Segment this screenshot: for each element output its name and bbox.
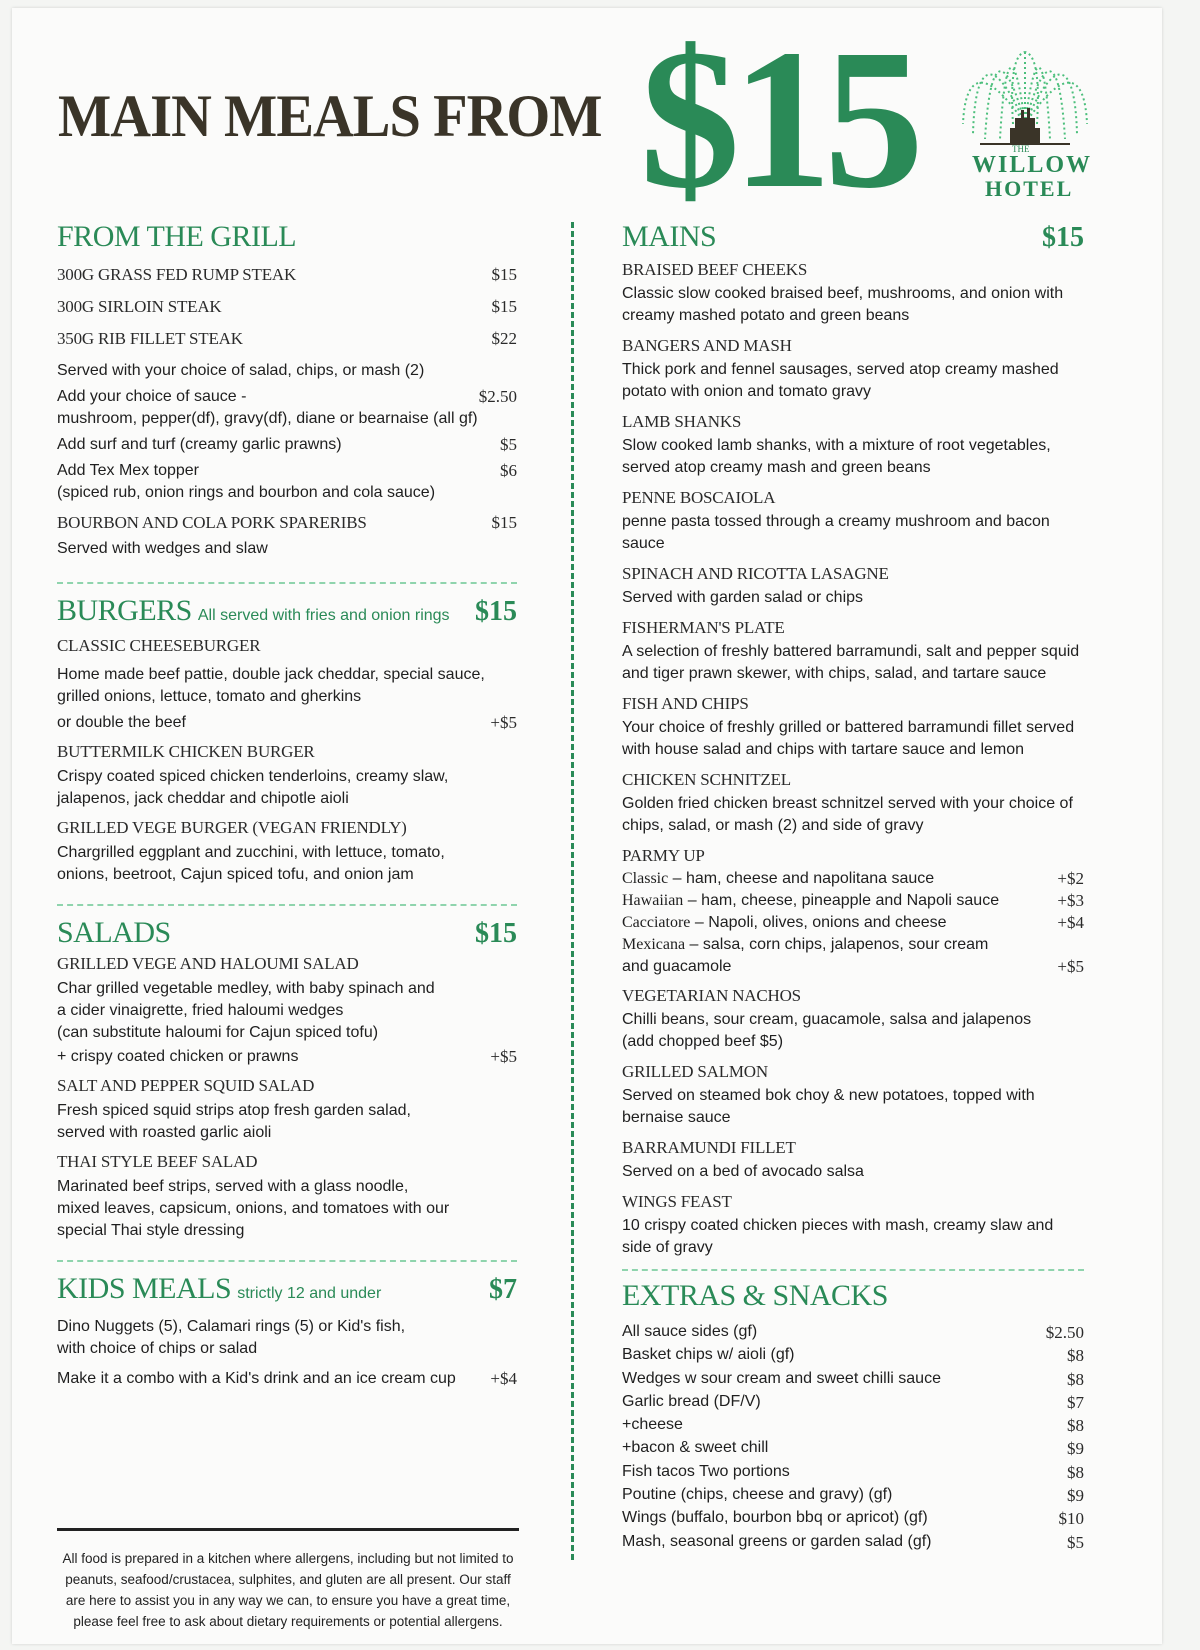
mains-price: $15: [1042, 222, 1084, 253]
section-divider: [57, 904, 517, 906]
kids-price: $7: [489, 1274, 517, 1305]
extra-name: Wings (buffalo, bourbon bbq or apricot) (gf): [622, 1509, 928, 1527]
extra-price: $8: [1067, 1462, 1084, 1482]
item-desc: Chargrilled eggplant and zucchini, with lettuce, tomato,: [57, 844, 445, 861]
extra-name: All sauce sides (gf): [622, 1323, 758, 1340]
item-name: SPINACH AND RICOTTA LASAGNE: [622, 564, 889, 583]
item-desc: jalapenos, jack cheddar and chipotle aioli: [57, 790, 349, 807]
item-desc: Chilli beans, sour cream, guacamole, salsa and jalapenos: [622, 1011, 1032, 1028]
item-desc: Your choice of freshly grilled or battered barramundi fillet served: [622, 719, 1075, 736]
item-desc: Char grilled vegetable medley, with baby spinach and: [57, 980, 435, 997]
grill-title: FROM THE GRILL: [57, 220, 297, 253]
parmy-desc: – Napoli, olives, onions and cheese: [690, 914, 947, 931]
item-price: $15: [491, 513, 517, 532]
sauce-options: mushroom, pepper(df), gravy(df), diane or bearnaise (all gf): [57, 410, 478, 427]
item-desc: Crispy coated spiced chicken tenderloins, creamy slaw,: [57, 768, 449, 785]
extra-item: [622, 1414, 1084, 1437]
addon-label: + crispy coated chicken or prawns: [57, 1048, 299, 1065]
extra-price: $8: [1067, 1369, 1084, 1389]
item-price: $15: [491, 265, 517, 284]
right-column: [622, 220, 1084, 1554]
item-name: GRILLED VEGE AND HALOUMI SALAD: [57, 954, 359, 973]
burgers-subtitle: All served with fries and onion rings: [197, 607, 450, 624]
parmy-price: +$2: [1057, 869, 1084, 888]
item-desc: onions, beetroot, Cajun spiced tofu, and onion jam: [57, 866, 414, 883]
extra-item: [622, 1344, 1084, 1367]
item-name: GRILLED SALMON: [622, 1062, 768, 1081]
parmy-style: Mexicana: [622, 936, 686, 953]
main-item: [622, 618, 1084, 685]
extra-price: $5: [1067, 1532, 1084, 1552]
item-desc: creamy mashed potato and green beans: [622, 307, 910, 324]
item-name: LAMB SHANKS: [622, 412, 742, 431]
item-desc: Served with garden salad or chips: [622, 589, 864, 606]
left-column: [57, 220, 517, 1390]
extra-price: $9: [1067, 1439, 1084, 1459]
item-name: FISH AND CHIPS: [622, 694, 749, 713]
double-label: or double the beef: [57, 714, 186, 731]
headline-price: $15: [640, 9, 916, 230]
item-desc: with house salad and chips with tartare sauce and lemon: [622, 741, 1025, 758]
item-desc: Fresh spiced squid strips atop fresh garden salad,: [57, 1102, 411, 1119]
menu-item: [57, 296, 517, 318]
item-name: WINGS FEAST: [622, 1192, 732, 1211]
main-item: [622, 694, 1084, 761]
parmy-style: Cacciatore: [622, 914, 691, 931]
surf-price: $5: [500, 435, 517, 454]
menu-item: [57, 328, 517, 350]
parmy-style: Classic: [622, 870, 669, 887]
extra-price: $8: [1067, 1346, 1084, 1366]
combo-price: +$4: [490, 1369, 517, 1388]
extra-price: $9: [1067, 1486, 1084, 1506]
item-desc: bernaise sauce: [622, 1109, 731, 1126]
logo-the-text: THE: [1012, 144, 1030, 154]
surf-label: Add surf and turf (creamy garlic prawns): [57, 436, 342, 453]
item-name: BANGERS AND MASH: [622, 336, 792, 355]
parmy-option: [622, 868, 1084, 890]
main-item: [622, 488, 1084, 555]
item-desc: 10 crispy coated chicken pieces with mash, creamy slaw and: [622, 1217, 1054, 1234]
extra-name: Poutine (chips, cheese and gravy) (gf): [622, 1486, 893, 1504]
item-desc: side of gravy: [622, 1239, 713, 1256]
item-desc: grilled onions, lettuce, tomato and gherkins: [57, 688, 362, 705]
extra-price: $7: [1067, 1392, 1084, 1412]
burgers-price: $15: [475, 596, 517, 627]
parmy-desc: and guacamole: [622, 958, 732, 975]
salads-price: $15: [475, 918, 517, 949]
extra-item: [622, 1507, 1084, 1530]
extras-list: [622, 1321, 1084, 1554]
salad-addon: [57, 1046, 517, 1068]
grill-header: [57, 220, 517, 254]
texmex-label: Add Tex Mex topper: [57, 462, 200, 479]
main-item: [622, 564, 1084, 609]
item-desc: served with roasted garlic aioli: [57, 1124, 272, 1141]
combo-label: Make it a combo with a Kid's drink and an ice cream cup: [57, 1370, 456, 1387]
sauce-label: Add your choice of sauce -: [57, 388, 247, 405]
extra-item: [622, 1484, 1084, 1507]
parmy-option-text: [622, 868, 934, 890]
mains-header: [622, 220, 1084, 254]
item-desc: and tiger prawn skewer, with chips, salad, and tartare sauce: [622, 665, 1047, 682]
item-name: 300G GRASS FED RUMP STEAK: [57, 265, 297, 284]
extra-item: [622, 1461, 1084, 1484]
double-price: +$5: [490, 713, 517, 732]
logo-line-1: WILLOW: [972, 152, 1093, 178]
kids-subtitle: strictly 12 and under: [237, 1285, 382, 1302]
item-price: $15: [491, 297, 517, 316]
extra-item: [622, 1368, 1084, 1391]
item-desc: Home made beef pattie, double jack cheddar, special sauce,: [57, 666, 485, 683]
menu-item: [57, 512, 517, 534]
mains-list: [622, 260, 1084, 837]
texmex-desc: (spiced rub, onion rings and bourbon and cola sauce): [57, 484, 436, 501]
parmy-option: [622, 890, 1084, 912]
grill-served-note: Served with your choice of salad, chips, or mash (2): [57, 362, 425, 379]
item-name: BARRAMUNDI FILLET: [622, 1138, 796, 1157]
extra-price: $8: [1067, 1416, 1084, 1436]
parmy-option-text: [622, 890, 999, 912]
item-desc: a cider vinaigrette, fried haloumi wedges: [57, 1002, 344, 1019]
item-desc: A selection of freshly battered barramundi, salt and pepper squid: [622, 643, 1080, 660]
extra-name: +cheese: [622, 1416, 683, 1434]
parmy-price: +$5: [1057, 957, 1084, 976]
extra-price: $2.50: [1045, 1323, 1084, 1342]
surf-addon: [57, 434, 517, 456]
section-divider: [622, 1269, 1084, 1271]
footer-rule: [57, 1528, 519, 1531]
allergen-line: All food is prepared in a kitchen where allergens, including but not limited to: [62, 1551, 514, 1566]
extra-name: Fish tacos Two portions: [622, 1462, 790, 1480]
extra-name: Wedges w sour cream and sweet chilli sauce: [622, 1369, 941, 1387]
item-desc: special Thai style dressing: [57, 1222, 245, 1239]
item-desc: mixed leaves, capsicum, onions, and tomatoes with our: [57, 1200, 450, 1217]
section-divider: [57, 582, 517, 584]
main-item: [622, 1138, 1084, 1183]
main-item: [622, 336, 1084, 403]
item-desc: with choice of chips or salad: [57, 1340, 258, 1357]
allergen-line: are here to assist you in any way we can, to ensure you have a great time,: [65, 1593, 511, 1608]
item-price: $22: [491, 329, 517, 348]
parmy-desc: – salsa, corn chips, jalapenos, sour cream: [685, 936, 989, 953]
menu-item: [57, 264, 517, 286]
parmy-desc: – ham, cheese, pineapple and Napoli sauce: [683, 892, 1000, 909]
extra-item: [622, 1437, 1084, 1460]
extras-title: EXTRAS & SNACKS: [622, 1279, 888, 1312]
item-desc: chips, salad, or mash (2) and side of gravy: [622, 817, 924, 834]
parmy-option: [622, 934, 1084, 978]
parmy-style: Hawaiian: [622, 892, 684, 909]
allergen-line: peanuts, seafood/crustacea, sulphites, and gluten are all present. Our staff: [65, 1572, 511, 1587]
item-name: VEGETARIAN NACHOS: [622, 986, 801, 1005]
extra-name: Garlic bread (DF/V): [622, 1392, 761, 1410]
kids-header: [57, 1272, 517, 1306]
column-divider: [571, 222, 574, 1560]
extra-name: Basket chips w/ aioli (gf): [622, 1346, 795, 1364]
item-name: SALT AND PEPPER SQUID SALAD: [57, 1076, 315, 1095]
item-desc: Thick pork and fennel sausages, served atop creamy mashed: [622, 361, 1059, 378]
item-desc: potato with onion and tomato gravy: [622, 383, 872, 400]
combo-addon: [57, 1368, 517, 1390]
item-name: 350G RIB FILLET STEAK: [57, 329, 243, 348]
salads-title: SALADS: [57, 916, 171, 949]
parmy-price: +$4: [1057, 913, 1084, 932]
texmex-addon: [57, 460, 517, 504]
salads-header: [57, 916, 517, 950]
sauce-price: $2.50: [478, 387, 517, 406]
main-item: [622, 770, 1084, 837]
item-desc: Classic slow cooked braised beef, mushrooms, and onion with: [622, 285, 1064, 302]
item-name: GRILLED VEGE BURGER (VEGAN FRIENDLY): [57, 818, 407, 837]
item-name: BUTTERMILK CHICKEN BURGER: [57, 742, 315, 761]
item-desc: (can substitute haloumi for Cajun spiced tofu): [57, 1024, 379, 1041]
item-desc: served atop creamy mash and green beans: [622, 459, 931, 476]
main-item: [622, 1062, 1084, 1129]
item-name: CHICKEN SCHNITZEL: [622, 770, 791, 789]
allergen-note: [57, 1548, 519, 1632]
parmy-option-text: [622, 912, 947, 934]
double-addon: [57, 712, 517, 734]
burgers-title: BURGERS: [57, 594, 192, 627]
mains-title: MAINS: [622, 220, 717, 253]
parmy-desc: – ham, cheese and napolitana sauce: [668, 870, 935, 887]
burgers-header: [57, 594, 517, 628]
main-item: [622, 1192, 1084, 1259]
item-desc: penne pasta tossed through a creamy mushroom and bacon sauce: [622, 513, 1050, 552]
kids-title: KIDS MEALS: [57, 1272, 232, 1305]
extra-item: [622, 1321, 1084, 1344]
mains-list-2: [622, 986, 1084, 1259]
logo-line-2: HOTEL: [985, 176, 1074, 201]
allergen-line: please feel free to ask about dietary requirements or potential allergens.: [73, 1614, 503, 1629]
main-item: [622, 986, 1084, 1053]
main-item: [622, 412, 1084, 479]
page-title: MAIN MEALS FROM: [58, 83, 602, 149]
item-name: THAI STYLE BEEF SALAD: [57, 1152, 258, 1171]
parmy-option: [622, 912, 1084, 934]
sauce-addon: [57, 386, 517, 430]
extra-name: +bacon & sweet chill: [622, 1439, 769, 1457]
item-desc: (add chopped beef $5): [622, 1033, 784, 1050]
texmex-price: $6: [500, 461, 517, 480]
extra-name: Mash, seasonal greens or garden salad (gf): [622, 1532, 932, 1550]
item-name: BOURBON AND COLA PORK SPARERIBS: [57, 513, 367, 532]
addon-price: +$5: [490, 1047, 517, 1066]
section-divider: [57, 1260, 517, 1262]
item-name: PARMY UP: [622, 846, 705, 865]
item-desc: Served with wedges and slaw: [57, 540, 268, 557]
item-name: FISHERMAN'S PLATE: [622, 618, 785, 637]
extra-price: $10: [1058, 1509, 1084, 1529]
item-desc: Slow cooked lamb shanks, with a mixture of root vegetables,: [622, 437, 1051, 454]
item-desc: Served on steamed bok choy & new potatoes, topped with: [622, 1087, 1035, 1104]
extra-item: [622, 1531, 1084, 1554]
item-desc: Golden fried chicken breast schnitzel served with your choice of: [622, 795, 1073, 812]
parmy-price: +$3: [1057, 891, 1084, 910]
item-name: 300G SIRLOIN STEAK: [57, 297, 222, 316]
item-desc: Dino Nuggets (5), Calamari rings (5) or Kid's fish,: [57, 1318, 406, 1335]
main-item: [622, 260, 1084, 327]
item-name: BRAISED BEEF CHEEKS: [622, 260, 808, 279]
item-name: PENNE BOSCAIOLA: [622, 488, 776, 507]
extras-header: [622, 1279, 1084, 1313]
item-desc: Marinated beef strips, served with a glass noodle,: [57, 1178, 409, 1195]
parmy-list: [622, 868, 1084, 934]
extra-item: [622, 1391, 1084, 1414]
item-desc: Served on a bed of avocado salsa: [622, 1163, 864, 1180]
item-name: CLASSIC CHEESEBURGER: [57, 636, 261, 655]
